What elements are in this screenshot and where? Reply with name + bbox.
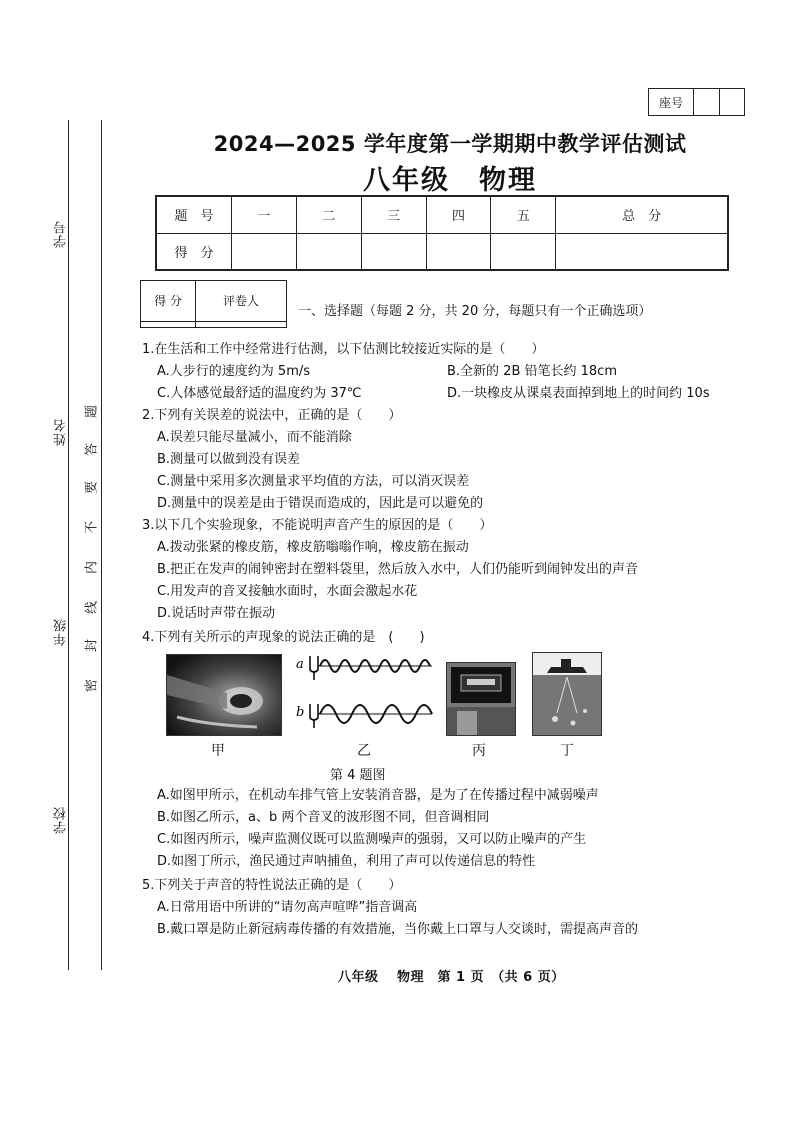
option: A.如图甲所示，在机动车排气管上安装消音器，是为了在传播过程中减弱噪声: [157, 788, 599, 803]
exam-title: 2024—2025 学年度第一学期期中教学评估测试: [213, 132, 687, 156]
grader-score-cell[interactable]: [141, 321, 196, 327]
seat-number-label: 座号: [649, 89, 694, 115]
name-label: 姓名: [54, 418, 69, 446]
option: C.人体感觉最舒适的温度约为 37℃: [157, 386, 362, 401]
seat-number-cell[interactable]: [694, 89, 720, 115]
score-cell[interactable]: [361, 233, 426, 270]
question-stem: 2.下列有关误差的说法中，正确的是（ ）: [142, 408, 402, 423]
wave-a-label: a: [296, 657, 304, 672]
figure-label-yi: 乙: [357, 743, 371, 759]
option: D.如图丁所示，渔民通过声呐捕鱼，利用了声可以传递信息的特性: [157, 854, 536, 869]
option: D.一块橡皮从课桌表面掉到地上的时间约 10s: [447, 386, 710, 401]
option: A.人步行的速度约为 5m/s: [157, 364, 311, 379]
option: B.如图乙所示，a、b 两个音叉的波形图不同，但音调相同: [157, 810, 490, 825]
question-stem: 4.下列有关所示的声现象的说法正确的是 ( ): [142, 630, 425, 645]
score-header-cell: 五: [491, 196, 556, 233]
figure-yi-wave-diagram: [294, 650, 434, 736]
figure-label-jia: 甲: [211, 743, 225, 759]
score-cell[interactable]: [426, 233, 491, 270]
grader-score-label: 得 分: [141, 281, 196, 322]
score-table: [155, 195, 729, 271]
page-footer: 八年级 物理 第 1 页 （共 6 页）: [338, 970, 565, 985]
figure-bing-noise-monitor-photo: [446, 662, 516, 736]
score-header-cell: 二: [296, 196, 361, 233]
option: B.戴口罩是防止新冠病毒传播的有效措施，当你戴上口罩与人交谈时，需提高声音的: [157, 922, 639, 937]
seal-char: 线: [84, 601, 100, 615]
question-stem: 1.在生活和工作中经常进行估测，以下估测比较接近实际的是（ ）: [142, 342, 545, 357]
option: C.如图丙所示，噪声监测仪既可以监测噪声的强弱，又可以防止噪声的产生: [157, 832, 587, 847]
figure-caption: 第 4 题图: [330, 768, 386, 783]
tuning-fork-icon: [310, 704, 318, 728]
option: A.拨动张紧的橡皮筋，橡皮筋嗡嗡作响，橡皮筋在振动: [157, 540, 469, 555]
grader-table: [140, 280, 287, 328]
school-label: 学校: [54, 806, 69, 834]
score-header-cell: 题 号: [156, 196, 232, 233]
score-cell[interactable]: [556, 233, 728, 270]
seal-char: 不: [84, 521, 100, 535]
score-cell[interactable]: [296, 233, 361, 270]
score-cell[interactable]: [491, 233, 556, 270]
option: B.全新的 2B 铅笔长约 18cm: [447, 364, 617, 379]
seal-char: 题: [84, 405, 100, 419]
wave-b-label: b: [296, 705, 305, 720]
option: A.误差只能尽量减小，而不能消除: [157, 430, 352, 445]
student-id-label: 学号: [54, 220, 69, 248]
option: D.说话时声带在振动: [157, 606, 276, 621]
seat-number-box: [648, 88, 745, 116]
seal-char: 密: [84, 679, 100, 693]
score-header-cell: 三: [361, 196, 426, 233]
figure-label-ding: 丁: [560, 743, 574, 759]
section-heading: 一、选择题（每题 2 分，共 20 分，每题只有一个正确选项）: [298, 304, 652, 319]
score-header-cell: 四: [426, 196, 491, 233]
score-row-label: 得 分: [156, 233, 232, 270]
grader-name-label: 评卷人: [196, 281, 287, 322]
option: B.把正在发声的闹钟密封在塑料袋里，然后放入水中，人们仍能听到闹钟发出的声音: [157, 562, 639, 577]
question-stem: 5.下列关于声音的特性说法正确的是（ ）: [142, 878, 402, 893]
option: A.日常用语中所讲的“请勿高声喧哗”指音调高: [157, 900, 418, 915]
option: C.测量中采用多次测量求平均值的方法，可以消灭误差: [157, 474, 470, 489]
tuning-fork-icon: [310, 656, 318, 680]
option: B.测量可以做到没有误差: [157, 452, 301, 467]
seal-char: 答: [84, 443, 100, 457]
seal-char: 内: [84, 561, 100, 575]
grade-label: 年级: [54, 618, 69, 646]
binding-line-inner: [101, 120, 102, 970]
figure-jia-exhaust-photo: [166, 654, 282, 736]
score-header-cell: 总 分: [556, 196, 728, 233]
score-header-cell: 一: [232, 196, 297, 233]
seal-char: 封: [84, 639, 100, 653]
seal-char: 要: [84, 481, 100, 495]
option: D.测量中的误差是由于错误而造成的，因此是可以避免的: [157, 496, 484, 511]
option: C.用发声的音叉接触水面时，水面会激起水花: [157, 584, 418, 599]
figure-label-bing: 丙: [472, 743, 486, 759]
grader-name-cell[interactable]: [196, 321, 287, 327]
question-stem: 3.以下几个实验现象，不能说明声音产生的原因的是（ ）: [142, 518, 493, 533]
score-cell[interactable]: [232, 233, 297, 270]
figure-ding-sonar-photo: [532, 652, 602, 736]
exam-subtitle: 八年级 物理: [363, 165, 537, 196]
seat-number-cell[interactable]: [720, 89, 745, 115]
